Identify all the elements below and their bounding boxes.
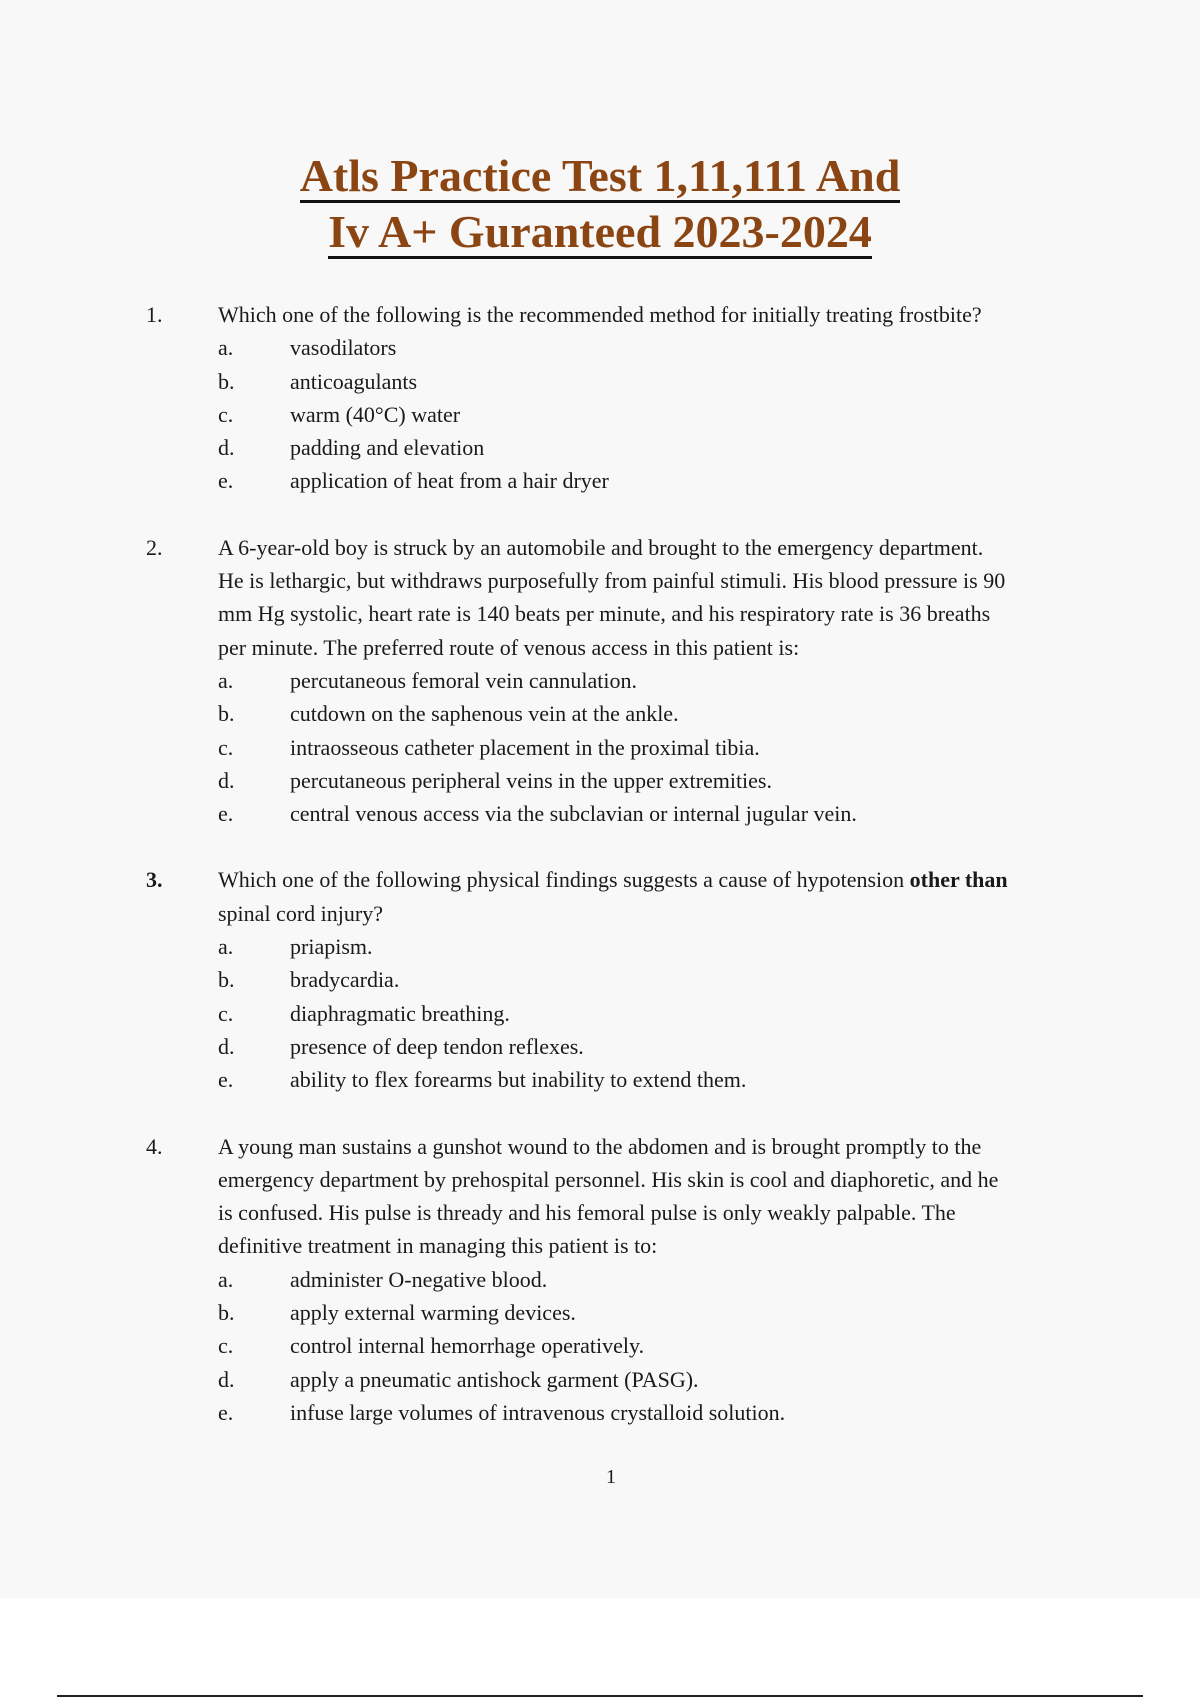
title-line-1: Atls Practice Test 1,11,111 And xyxy=(299,150,901,201)
option-c xyxy=(0,1329,1200,1362)
option-c xyxy=(0,731,1200,764)
option-e xyxy=(0,1396,1200,1429)
option-text: padding and elevation xyxy=(290,435,485,461)
option-letter: c. xyxy=(218,1000,234,1026)
option-text: intraosseous catheter placement in the proximal tibia. xyxy=(290,734,760,760)
question-4 xyxy=(0,1130,1200,1430)
question-2 xyxy=(0,531,1200,831)
option-letter: d. xyxy=(218,1366,235,1392)
option-letter: d. xyxy=(218,1033,235,1059)
option-text: priapism. xyxy=(290,934,373,960)
question-text-end: spinal cord injury? xyxy=(218,900,383,926)
question-3 xyxy=(0,863,1200,1096)
option-c xyxy=(0,997,1200,1030)
option-text: diaphragmatic breathing. xyxy=(290,1000,510,1026)
option-letter: c. xyxy=(218,401,234,427)
option-letter: a. xyxy=(218,1266,234,1292)
question-text: Which one of the following is the recommended method for initially treating frostbite? xyxy=(218,302,982,327)
option-b xyxy=(0,963,1200,996)
option-d xyxy=(0,431,1200,464)
option-text: presence of deep tendon reflexes. xyxy=(290,1033,584,1059)
option-letter: e. xyxy=(218,468,234,494)
option-letter: e. xyxy=(218,1399,234,1425)
option-letter: b. xyxy=(218,368,235,394)
option-text: control internal hemorrhage operatively. xyxy=(290,1333,645,1359)
option-text: ability to flex forearms but inability to extend them. xyxy=(290,1067,747,1093)
option-a xyxy=(0,930,1200,963)
footer-divider xyxy=(57,1695,1143,1697)
option-b xyxy=(0,697,1200,730)
question-text-emphasis: other than xyxy=(909,867,1008,893)
question-text: A young man sustains a gunshot wound to the abdomen and is brought promptly to the emergency department by prehospital personnel. His skin is cool and diaphoretic, and he is confused. His pulse is thready and his femoral pulse is only weakly palpable. The definitive treatment in managing this patient is to: xyxy=(218,1133,999,1259)
question-text-start: Which one of the following physical findings suggests a cause of hypotension xyxy=(218,867,910,893)
option-letter: a. xyxy=(218,667,234,693)
option-b xyxy=(0,365,1200,398)
option-letter: c. xyxy=(218,734,234,760)
question-number: 4. xyxy=(146,1133,163,1159)
option-text: infuse large volumes of intravenous crystalloid solution. xyxy=(290,1399,786,1425)
option-letter: b. xyxy=(218,967,235,993)
option-letter: d. xyxy=(218,435,235,461)
option-text: cutdown on the saphenous vein at the ankle. xyxy=(290,701,679,727)
option-letter: d. xyxy=(218,767,235,793)
question-1 xyxy=(0,298,1200,498)
option-text: application of heat from a hair dryer xyxy=(290,468,609,494)
title-line-2: Iv A+ Guranteed 2023-2024 xyxy=(328,206,872,257)
option-a xyxy=(0,331,1200,364)
option-text: vasodilators xyxy=(290,335,397,361)
option-letter: c. xyxy=(218,1333,234,1359)
option-text: central venous access via the subclavian or internal jugular vein. xyxy=(290,801,857,827)
option-e xyxy=(0,797,1200,830)
option-text: apply external warming devices. xyxy=(290,1300,576,1326)
option-text: apply a pneumatic antishock garment (PASG). xyxy=(290,1366,699,1392)
option-letter: b. xyxy=(218,1300,235,1326)
option-a xyxy=(0,1263,1200,1296)
option-a xyxy=(0,664,1200,697)
question-text xyxy=(218,863,1098,930)
option-text: percutaneous peripheral veins in the upper extremities. xyxy=(290,767,772,793)
option-text: anticoagulants xyxy=(290,368,418,394)
option-e xyxy=(0,1063,1200,1096)
option-text: administer O-negative blood. xyxy=(290,1266,548,1292)
question-list xyxy=(0,298,1200,1462)
question-text: A 6-year-old boy is struck by an automobile and brought to the emergency department. He is lethargic, but withdraws purposefully from painful stimuli. His blood pressure is 90 mm Hg systolic, heart rate is 140 beats per minute, and his respiratory rate is 36 breaths per minute. The preferred route of venous access in this patient is: xyxy=(218,534,1006,660)
option-letter: e. xyxy=(218,1067,234,1093)
option-c xyxy=(0,398,1200,431)
option-text: bradycardia. xyxy=(290,967,400,993)
option-e xyxy=(0,464,1200,497)
option-d xyxy=(0,764,1200,797)
question-number: 2. xyxy=(146,534,163,560)
question-number: 3. xyxy=(146,867,163,893)
option-letter: a. xyxy=(218,934,234,960)
option-d xyxy=(0,1030,1200,1063)
option-text: percutaneous femoral vein cannulation. xyxy=(290,667,637,693)
option-letter: e. xyxy=(218,801,234,827)
question-number: 1. xyxy=(146,302,163,327)
document-title xyxy=(0,148,1200,260)
option-d xyxy=(0,1363,1200,1396)
option-b xyxy=(0,1296,1200,1329)
page-number: 1 xyxy=(606,1466,616,1488)
option-text: warm (40°C) water xyxy=(290,401,461,427)
option-letter: a. xyxy=(218,335,234,361)
option-letter: b. xyxy=(218,701,235,727)
